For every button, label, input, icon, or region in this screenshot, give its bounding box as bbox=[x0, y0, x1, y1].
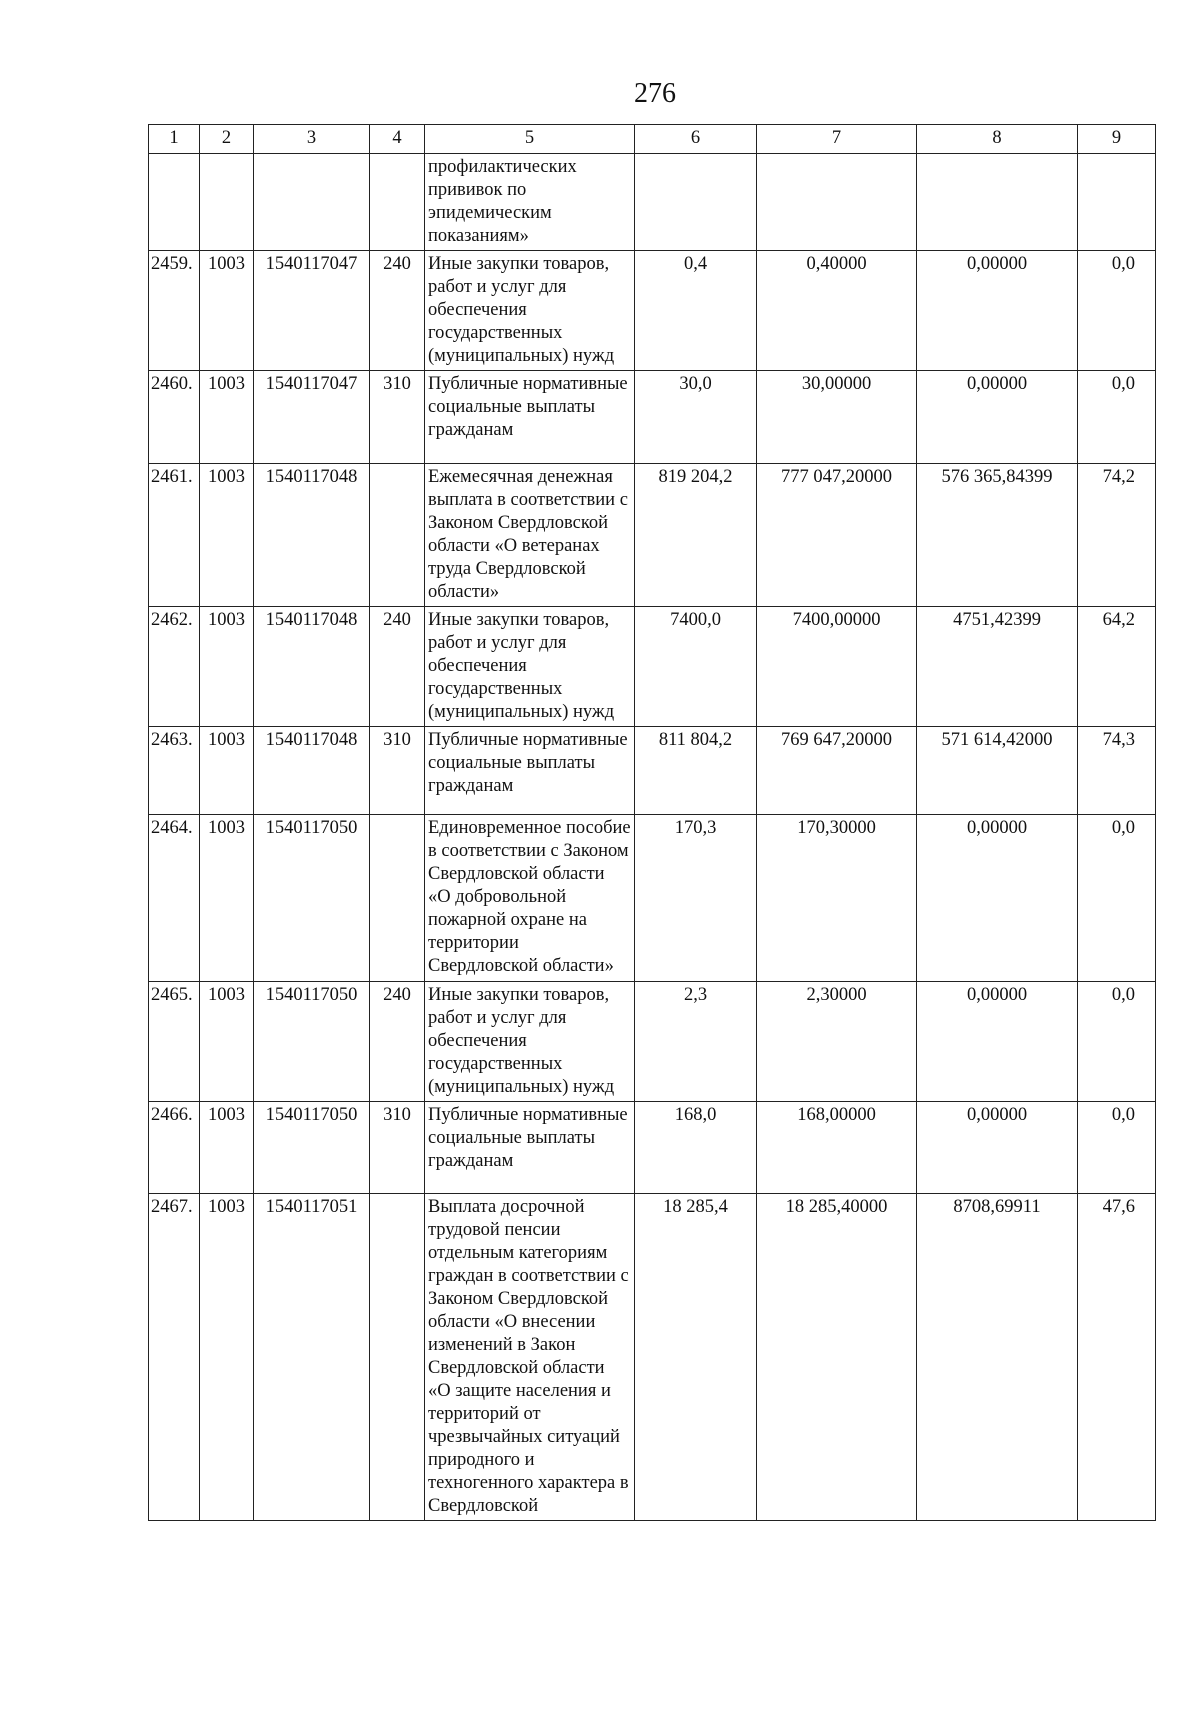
value-col-7: 2,30000 bbox=[757, 982, 917, 1102]
value-col-7: 168,00000 bbox=[757, 1102, 917, 1194]
section-code: 1003 bbox=[200, 251, 254, 371]
expense-type bbox=[370, 464, 425, 607]
value-col-8: 0,00000 bbox=[917, 371, 1078, 464]
table-row bbox=[149, 727, 1156, 815]
value-col-6: 811 804,2 bbox=[635, 727, 757, 815]
row-number bbox=[149, 154, 200, 251]
target-code bbox=[254, 154, 370, 251]
value-col-6: 30,0 bbox=[635, 371, 757, 464]
value-col-9: 0,0 bbox=[1078, 371, 1156, 464]
value-col-8: 0,00000 bbox=[917, 1102, 1078, 1194]
value-col-8: 0,00000 bbox=[917, 815, 1078, 982]
value-col-6: 2,3 bbox=[635, 982, 757, 1102]
value-col-6: 18 285,4 bbox=[635, 1194, 757, 1521]
value-col-8: 4751,42399 bbox=[917, 607, 1078, 727]
expense-type: 310 bbox=[370, 371, 425, 464]
section-code: 1003 bbox=[200, 815, 254, 982]
target-code: 1540117050 bbox=[254, 815, 370, 982]
row-description: Иные закупки товаров, работ и услуг для обеспечения государственных (муниципальных) нужд bbox=[425, 607, 635, 727]
table-row bbox=[149, 607, 1156, 727]
table-body bbox=[149, 154, 1156, 1521]
value-col-7 bbox=[757, 154, 917, 251]
header-row bbox=[149, 125, 1156, 154]
target-code: 1540117048 bbox=[254, 464, 370, 607]
page-number: 276 bbox=[634, 78, 676, 109]
section-code: 1003 bbox=[200, 727, 254, 815]
table-row bbox=[149, 1102, 1156, 1194]
section-code: 1003 bbox=[200, 371, 254, 464]
header-col-5: 5 bbox=[425, 125, 635, 154]
value-col-8: 0,00000 bbox=[917, 251, 1078, 371]
value-col-7: 777 047,20000 bbox=[757, 464, 917, 607]
row-number: 2461. bbox=[149, 464, 200, 607]
value-col-7: 170,30000 bbox=[757, 815, 917, 982]
value-col-9: 0,0 bbox=[1078, 815, 1156, 982]
value-col-9: 64,2 bbox=[1078, 607, 1156, 727]
expense-type: 240 bbox=[370, 251, 425, 371]
header-col-4: 4 bbox=[370, 125, 425, 154]
section-code: 1003 bbox=[200, 982, 254, 1102]
target-code: 1540117050 bbox=[254, 1102, 370, 1194]
row-description: Ежемесячная денежная выплата в соответствии с Законом Свердловской области «О ветеранах труда Свердловской области» bbox=[425, 464, 635, 607]
header-col-2: 2 bbox=[200, 125, 254, 154]
row-number: 2467. bbox=[149, 1194, 200, 1521]
value-col-6: 7400,0 bbox=[635, 607, 757, 727]
value-col-7: 18 285,40000 bbox=[757, 1194, 917, 1521]
table-row bbox=[149, 464, 1156, 607]
row-number: 2460. bbox=[149, 371, 200, 464]
expense-type: 310 bbox=[370, 727, 425, 815]
value-col-6: 0,4 bbox=[635, 251, 757, 371]
table-row bbox=[149, 815, 1156, 982]
section-code: 1003 bbox=[200, 1194, 254, 1521]
value-col-6: 170,3 bbox=[635, 815, 757, 982]
table-row bbox=[149, 982, 1156, 1102]
value-col-7: 769 647,20000 bbox=[757, 727, 917, 815]
row-number: 2466. bbox=[149, 1102, 200, 1194]
value-col-8: 8708,69911 bbox=[917, 1194, 1078, 1521]
row-description: Единовременное пособие в соответствии с Законом Свердловской области «О добровольной пожарной охране на территории Свердловской области» bbox=[425, 815, 635, 982]
value-col-6 bbox=[635, 154, 757, 251]
target-code: 1540117047 bbox=[254, 251, 370, 371]
expense-type bbox=[370, 154, 425, 251]
table-row bbox=[149, 371, 1156, 464]
header-col-3: 3 bbox=[254, 125, 370, 154]
expense-type bbox=[370, 815, 425, 982]
row-number: 2462. bbox=[149, 607, 200, 727]
header-col-7: 7 bbox=[757, 125, 917, 154]
row-description: профилактических прививок по эпидемическим показаниям» bbox=[425, 154, 635, 251]
value-col-9: 74,3 bbox=[1078, 727, 1156, 815]
budget-table bbox=[148, 124, 1156, 1521]
target-code: 1540117051 bbox=[254, 1194, 370, 1521]
section-code: 1003 bbox=[200, 1102, 254, 1194]
section-code: 1003 bbox=[200, 464, 254, 607]
value-col-7: 7400,00000 bbox=[757, 607, 917, 727]
value-col-9 bbox=[1078, 154, 1156, 251]
value-col-8: 576 365,84399 bbox=[917, 464, 1078, 607]
row-number: 2464. bbox=[149, 815, 200, 982]
section-code: 1003 bbox=[200, 607, 254, 727]
value-col-8: 0,00000 bbox=[917, 982, 1078, 1102]
row-description: Публичные нормативные социальные выплаты гражданам bbox=[425, 727, 635, 815]
table-row bbox=[149, 154, 1156, 251]
value-col-6: 819 204,2 bbox=[635, 464, 757, 607]
expense-type: 310 bbox=[370, 1102, 425, 1194]
value-col-9: 0,0 bbox=[1078, 982, 1156, 1102]
expense-type: 240 bbox=[370, 607, 425, 727]
value-col-9: 0,0 bbox=[1078, 251, 1156, 371]
value-col-7: 30,00000 bbox=[757, 371, 917, 464]
row-description: Публичные нормативные социальные выплаты гражданам bbox=[425, 371, 635, 464]
section-code bbox=[200, 154, 254, 251]
expense-type bbox=[370, 1194, 425, 1521]
header-col-8: 8 bbox=[917, 125, 1078, 154]
table-row bbox=[149, 1194, 1156, 1521]
target-code: 1540117047 bbox=[254, 371, 370, 464]
table-header bbox=[149, 125, 1156, 154]
row-number: 2463. bbox=[149, 727, 200, 815]
table-row bbox=[149, 251, 1156, 371]
target-code: 1540117048 bbox=[254, 727, 370, 815]
value-col-8: 571 614,42000 bbox=[917, 727, 1078, 815]
row-description: Выплата досрочной трудовой пенсии отдельным категориям граждан в соответствии с Законом Свердловской области «О внесении изменений в Закон Свердловской области «О защите населения и территорий от чрезвычайных ситуаций природного и техногенного характера в Свердловской bbox=[425, 1194, 635, 1521]
value-col-9: 47,6 bbox=[1078, 1194, 1156, 1521]
row-description: Публичные нормативные социальные выплаты гражданам bbox=[425, 1102, 635, 1194]
value-col-9: 0,0 bbox=[1078, 1102, 1156, 1194]
value-col-7: 0,40000 bbox=[757, 251, 917, 371]
row-number: 2465. bbox=[149, 982, 200, 1102]
header-col-6: 6 bbox=[635, 125, 757, 154]
expense-type: 240 bbox=[370, 982, 425, 1102]
target-code: 1540117048 bbox=[254, 607, 370, 727]
value-col-6: 168,0 bbox=[635, 1102, 757, 1194]
value-col-8 bbox=[917, 154, 1078, 251]
row-number: 2459. bbox=[149, 251, 200, 371]
row-description: Иные закупки товаров, работ и услуг для обеспечения государственных (муниципальных) нужд bbox=[425, 251, 635, 371]
header-col-9: 9 bbox=[1078, 125, 1156, 154]
row-description: Иные закупки товаров, работ и услуг для обеспечения государственных (муниципальных) нужд bbox=[425, 982, 635, 1102]
value-col-9: 74,2 bbox=[1078, 464, 1156, 607]
header-col-1: 1 bbox=[149, 125, 200, 154]
target-code: 1540117050 bbox=[254, 982, 370, 1102]
